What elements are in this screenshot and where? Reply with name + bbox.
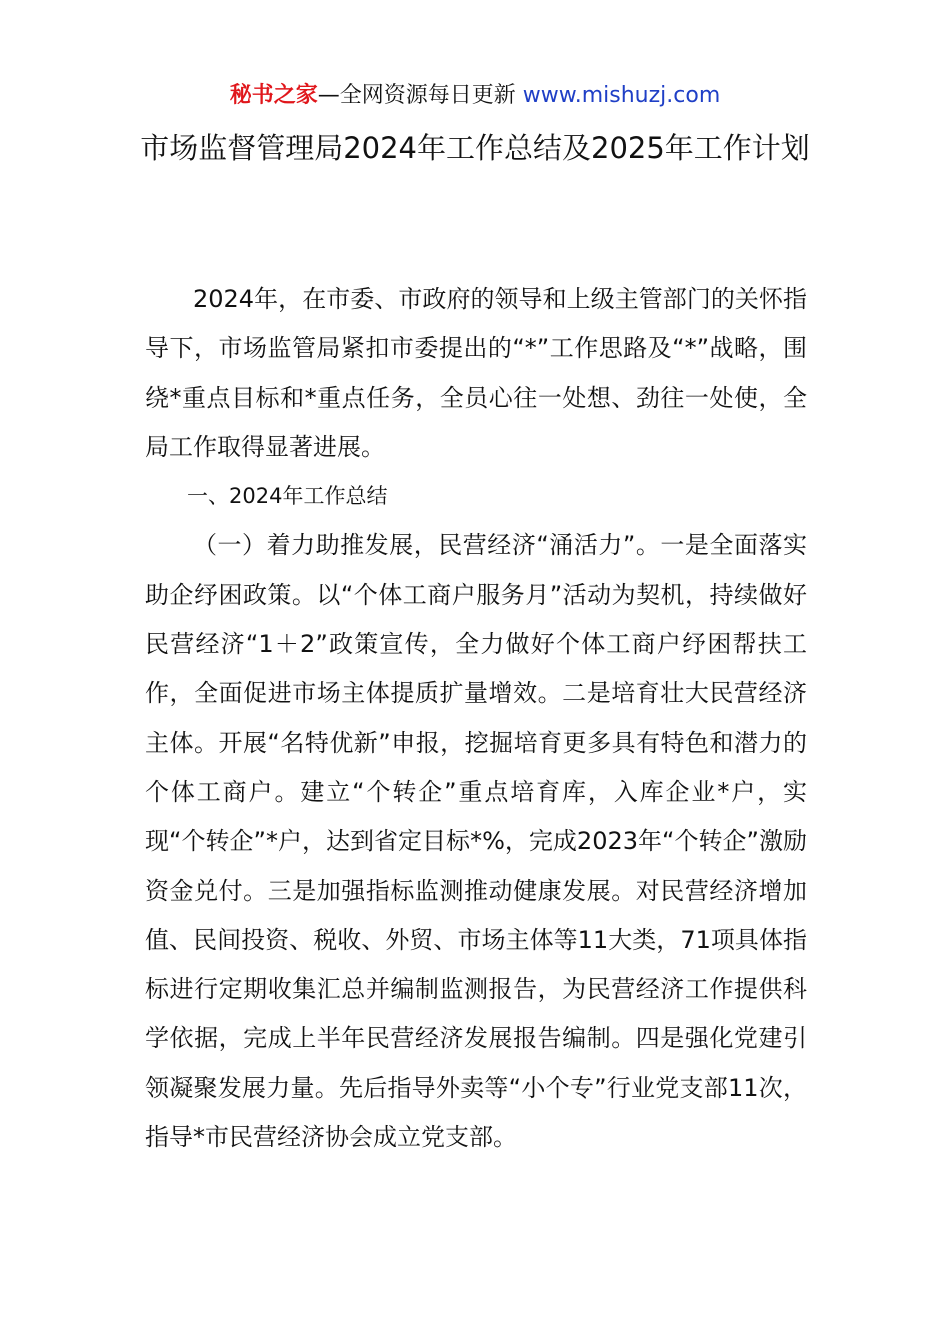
body-paragraph: （一）着力助推发展，民营经济“涌活力”。一是全面落实助企纾困政策。以“个体工商户服务月”活动为契机，持续做好民营经济“1＋2”政策宣传，全力做好个体工商户纾困帮扶工作，全面促进市场主体提质扩量增效。二是培育壮大民营经济主体。开展“名特优新”申报，挖掘培育更多具有特色和潜力的个体工商户。建立“个转企”重点培育库，入库企业*户，实现“个转企”*户，达到省定目标*%，完成2023年“个转企”激励资金兑付。三是加强指标监测推动健康发展。对民营经济增加值、民间投资、税收、外贸、市场主体等11大类，71项具体指标进行定期收集汇总并编制监测报告，为民营经济工作提供科学依据，完成上半年民营经济发展报告编制。四是强化党建引领凝聚发展力量。先后指导外卖等“小个专”行业党支部11次，指导*市民营经济协会成立党支部。 (145, 531, 807, 1152)
site-tagline: —全网资源每日更新 (317, 83, 523, 108)
site-header (0, 78, 950, 114)
site-url-link[interactable]: www.mishuzj.com (522, 83, 721, 108)
site-brand: 秘书之家 (229, 83, 318, 108)
intro-paragraph: 2024年，在市委、市政府的领导和上级主管部门的关怀指导下，市场监管局紧扣市委提出的“*”工作思路及“*”战略，围绕*重点目标和*重点任务，全员心往一处想、劲往一处使，全局工作取得显著进展。 (145, 285, 807, 461)
section-heading: 一、2024年工作总结 (187, 484, 388, 509)
document-title: 市场监督管理局2024年工作总结及2025年工作计划 (140, 131, 810, 165)
document-body (145, 275, 807, 1162)
